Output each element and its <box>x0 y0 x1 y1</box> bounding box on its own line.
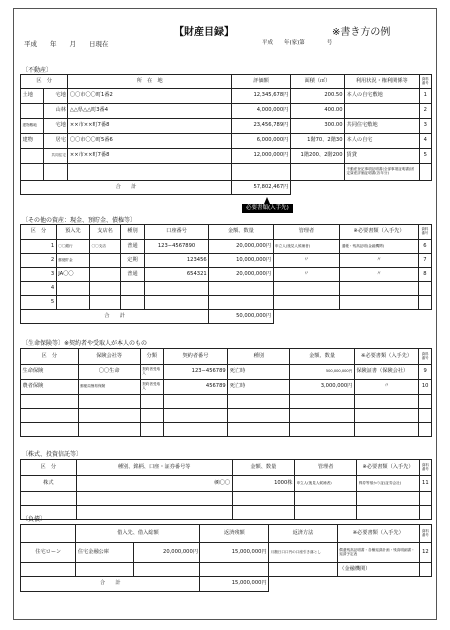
form-title: 【財産目録】 <box>174 27 234 38</box>
cell <box>418 282 431 296</box>
header-cell: 管理者 <box>273 225 340 240</box>
header-cell: 資料番号 <box>419 460 431 476</box>
cell <box>140 395 163 409</box>
header-cell: 資料番号 <box>418 225 431 240</box>
cell <box>419 164 431 181</box>
cell: 1 <box>419 89 431 104</box>
cell: 普通 <box>121 268 145 282</box>
table-row <box>21 423 432 437</box>
cell: 654321 <box>144 268 208 282</box>
cell: 12 <box>419 543 431 563</box>
header-cell: ※必要書類（入手先） <box>337 525 419 543</box>
cell: 本人の自宅 <box>345 134 420 149</box>
total-value: 15,000,000円 <box>200 577 269 592</box>
cell: 建物敷地 <box>21 119 44 134</box>
header-cell: 区 分 <box>21 225 57 240</box>
cell: 20,000,000円 <box>133 543 199 563</box>
cell <box>21 409 79 423</box>
cell <box>232 164 291 181</box>
cell <box>144 282 208 296</box>
header-cell: 管理者 <box>294 460 356 476</box>
cell: 12,345,678円 <box>232 89 291 104</box>
header-cell <box>21 525 76 543</box>
cell: 456789 <box>163 380 227 395</box>
cell <box>269 563 338 577</box>
cell: △△県△△町3番4 <box>68 104 232 119</box>
cell: 本人の自宅敷地 <box>345 89 420 104</box>
cell: 〃 <box>340 268 419 282</box>
header-cell: 資料番号 <box>419 349 432 365</box>
cell: 5 <box>21 296 57 310</box>
header-cell: 返済方法 <box>269 525 338 543</box>
cell: 〃 <box>340 254 419 268</box>
cell: 農者保険 <box>21 380 79 395</box>
cell: 400.00 <box>290 104 344 119</box>
cell: 普通 <box>121 240 145 254</box>
table-row <box>21 296 432 310</box>
header-cell: 返済残額 <box>200 525 269 543</box>
cell <box>140 409 163 423</box>
cell <box>290 423 354 437</box>
cell <box>357 506 419 520</box>
cell: 10,000,000円 <box>209 254 273 268</box>
cell: 〇〇銀行 <box>56 240 89 254</box>
cell: 山林 <box>43 104 68 119</box>
cell <box>121 296 145 310</box>
cell: 〇〇市〇〇町5番6 <box>68 134 232 149</box>
example-note: ※書き方の例 <box>332 27 391 38</box>
cell <box>228 395 290 409</box>
blank-cell <box>269 577 432 592</box>
debts-table <box>20 524 432 592</box>
cell: 200.50 <box>290 89 344 104</box>
cell: 12,000,000円 <box>232 149 291 164</box>
cell <box>200 563 269 577</box>
cell: 1000株 <box>232 476 294 492</box>
cell <box>163 409 227 423</box>
cell: 不動産登記事項証明書(全部事項証明書)固定資産評価証明書(各年分) <box>345 164 420 181</box>
table-row <box>21 164 432 181</box>
cell <box>418 296 431 310</box>
callout-arrow-icon <box>264 197 270 204</box>
cell: 1 <box>21 240 57 254</box>
cell <box>290 164 344 181</box>
cell <box>56 296 89 310</box>
cell: 共同住宅敷地 <box>345 119 420 134</box>
cell: 住宅ローン <box>21 543 76 563</box>
cell <box>21 164 44 181</box>
cell: 〇〇生命 <box>78 365 140 380</box>
table-header-row <box>21 460 432 476</box>
table-row <box>21 380 432 395</box>
header-cell: 借入先、借入総額 <box>76 525 200 543</box>
cell: 定期 <box>121 254 145 268</box>
cell <box>209 296 273 310</box>
cell: 月額日口口円の口座引き落とし <box>269 543 338 563</box>
cell: （金融機関） <box>337 563 419 577</box>
header-cell: 種別 <box>121 225 145 240</box>
header-cell: 所 在 地 <box>68 75 232 89</box>
cell: 契約者受取人 <box>140 380 163 395</box>
header-cell: 種別 <box>228 349 290 365</box>
cell <box>144 296 208 310</box>
cell <box>21 149 44 164</box>
cell <box>21 492 77 506</box>
cell: 生命保険 <box>21 365 79 380</box>
table-header-row <box>21 225 432 240</box>
cell: 郵便局簡易保険 <box>78 380 140 395</box>
cell <box>294 506 356 520</box>
table-header-row <box>21 525 432 543</box>
total-row <box>21 181 432 195</box>
header-cell: 資料番号 <box>419 525 431 543</box>
cell <box>419 563 431 577</box>
cell: 郵便貯金 <box>56 254 89 268</box>
cell <box>21 104 44 119</box>
header-cell: 預入先 <box>56 225 89 240</box>
header-cell: 利用状況・権利関係等 <box>345 75 420 89</box>
header-cell: 種別、銘柄、口座・証券番号等 <box>76 460 232 476</box>
cell <box>340 282 419 296</box>
total-row <box>21 310 432 324</box>
cell: JA〇〇 <box>56 268 89 282</box>
cell <box>209 282 273 296</box>
cell: 23,456,789円 <box>232 119 291 134</box>
header-cell: ※必要書類（入手先） <box>354 349 418 365</box>
cell <box>90 296 121 310</box>
header-cell: 分類 <box>140 349 163 365</box>
cell <box>354 423 418 437</box>
cell: 保険証書（保険会社） <box>354 365 418 380</box>
cell: 10 <box>419 380 432 395</box>
header-cell: 支店名 <box>90 225 121 240</box>
cell: 死亡時 <box>228 380 290 395</box>
cell: 2 <box>21 254 57 268</box>
header-cell: 口座番号 <box>144 225 208 240</box>
cell <box>354 409 418 423</box>
table-header-row <box>21 349 432 365</box>
cell <box>56 282 89 296</box>
cell <box>345 104 420 119</box>
cell <box>163 395 227 409</box>
table-row <box>21 149 432 164</box>
cell <box>294 492 356 506</box>
header-cell: 区 分 <box>21 349 79 365</box>
cell: 土地 <box>21 89 44 104</box>
cell <box>21 563 76 577</box>
header-cell: 資料番号 <box>419 75 431 89</box>
cell: ××市××町7番8 <box>68 119 232 134</box>
cell: 123456 <box>144 254 208 268</box>
header-cell: 金額、数量 <box>290 349 354 365</box>
cell <box>419 395 432 409</box>
cell: 住宅金融公庫 <box>76 543 134 563</box>
cell: 15,000,000円 <box>200 543 269 563</box>
header-cell: ※必要書類（入手先） <box>357 460 419 476</box>
table-row <box>21 268 432 282</box>
cell: 300.00 <box>290 119 344 134</box>
cell: 3 <box>419 119 431 134</box>
cell <box>68 164 232 181</box>
cell: 〃 <box>273 268 340 282</box>
table-row <box>21 240 432 254</box>
table-row <box>21 365 432 380</box>
cell: 契約者受取人 <box>140 365 163 380</box>
cell <box>90 268 121 282</box>
cell <box>419 409 432 423</box>
cell: 6,000,000円 <box>232 134 291 149</box>
header-cell: 評価額 <box>232 75 291 89</box>
cell: 3,000,000円 <box>290 380 354 395</box>
cell <box>21 423 79 437</box>
cell <box>163 423 227 437</box>
cell <box>78 423 140 437</box>
cell <box>140 423 163 437</box>
header-cell: 金額、数量 <box>232 460 294 476</box>
cell <box>419 423 432 437</box>
cell <box>78 395 140 409</box>
cell: 123−4567890 <box>144 240 208 254</box>
cell: 4 <box>21 282 57 296</box>
cell: 5 <box>419 149 431 164</box>
cell: 死亡時 <box>228 365 290 380</box>
table-row <box>21 395 432 409</box>
cell <box>273 296 340 310</box>
header-cell: 金額、数量 <box>209 225 273 240</box>
cell <box>354 395 418 409</box>
table-header-row <box>21 75 432 89</box>
cell <box>232 506 294 520</box>
cell: 〇〇支店 <box>90 240 121 254</box>
cell: ××市××町7番8 <box>68 149 232 164</box>
cell <box>76 563 134 577</box>
table-row <box>21 506 432 520</box>
cell: 申立人(後見人候補者) <box>294 476 356 492</box>
cell: 3 <box>21 268 57 282</box>
stocks-table <box>20 459 432 520</box>
table-row <box>21 543 432 563</box>
header-cell: ※必要書類（入手先） <box>340 225 419 240</box>
cell <box>78 409 140 423</box>
section-stocks: 〔株式、投資信託等〕 <box>22 451 83 458</box>
cell <box>419 492 431 506</box>
cell: 2 <box>419 104 431 119</box>
cell: 500,000,000円 <box>290 365 354 380</box>
cell: 7 <box>418 254 431 268</box>
cell <box>21 395 79 409</box>
table-row <box>21 119 432 134</box>
cell <box>290 409 354 423</box>
asset-inventory-form <box>13 8 437 620</box>
cell <box>340 296 419 310</box>
cell <box>232 492 294 506</box>
section-insurance: 〔生命保険等〕※契約者や受取人が本人のもの <box>22 340 148 347</box>
section-realestate: 〔不動産〕 <box>22 67 53 74</box>
total-row <box>21 577 432 592</box>
cell: 建物 <box>21 134 44 149</box>
cell: 〃 <box>354 380 418 395</box>
header-cell: 保険会社等 <box>78 349 140 365</box>
realestate-table <box>20 74 432 195</box>
cell: 宅地 <box>43 119 68 134</box>
deposits-table <box>20 224 432 324</box>
section-debts: 〔負債〕 <box>22 516 47 523</box>
blank-cell <box>273 310 431 324</box>
table-row <box>21 89 432 104</box>
cell <box>76 492 232 506</box>
table-row <box>21 476 432 492</box>
cell: ㈱〇〇 <box>76 476 232 492</box>
cell: 11 <box>419 476 431 492</box>
cell: 20,000,000円 <box>209 240 273 254</box>
cell <box>76 506 232 520</box>
table-row <box>21 104 432 119</box>
as-of-date: 平成 年 月 日現在 <box>24 40 109 48</box>
cell: 4,000,000円 <box>232 104 291 119</box>
section-deposits: 〔その他の資産：現金、預貯金、債権等〕 <box>22 217 137 224</box>
cell: 居宅 <box>43 134 68 149</box>
cell: 共同住宅 <box>43 149 68 164</box>
cell <box>419 506 431 520</box>
case-number: 平成 年(家)第 号 <box>262 40 333 46</box>
cell <box>90 282 121 296</box>
cell: 6 <box>418 240 431 254</box>
total-label: 合 計 <box>21 181 232 195</box>
table-row <box>21 282 432 296</box>
cell: 通帳・残高証明(金融機関) <box>340 240 419 254</box>
total-label: 合 計 <box>21 310 209 324</box>
cell: 株券等預かり証(証券会社) <box>357 476 419 492</box>
cell: 賃貸 <box>345 149 420 164</box>
cell <box>228 409 290 423</box>
table-row <box>21 134 432 149</box>
header-cell: 契約者番号 <box>163 349 227 365</box>
cell: 20,000,000円 <box>209 268 273 282</box>
table-row <box>21 254 432 268</box>
cell <box>133 563 199 577</box>
header-cell: 区 分 <box>21 75 68 89</box>
table-row <box>21 492 432 506</box>
cell: 8 <box>418 268 431 282</box>
cell: 宅地 <box>43 89 68 104</box>
cell <box>290 395 354 409</box>
cell <box>273 282 340 296</box>
cell <box>228 423 290 437</box>
cell: 株式 <box>21 476 77 492</box>
cell <box>90 254 121 268</box>
table-row <box>21 409 432 423</box>
total-label: 合 計 <box>21 577 200 592</box>
cell: 申立人(後見人候補者) <box>273 240 340 254</box>
cell <box>357 492 419 506</box>
required-docs-callout: 必要書類(入手先) <box>242 204 293 213</box>
cell: 償還残高証明書・各種返済計画・残高明細書・返済予定表 <box>337 543 419 563</box>
cell: 〃 <box>273 254 340 268</box>
cell: 1階200、2階200 <box>290 149 344 164</box>
cell: 9 <box>419 365 432 380</box>
cell: 1階70、2階30 <box>290 134 344 149</box>
total-value: 57,802,467円 <box>232 181 291 195</box>
cell: 〇〇市〇〇町1番2 <box>68 89 232 104</box>
blank-cell <box>290 181 431 195</box>
header-cell: 区 分 <box>21 460 77 476</box>
total-value: 50,000,000円 <box>209 310 273 324</box>
insurance-table <box>20 348 432 437</box>
cell <box>121 282 145 296</box>
cell <box>43 164 68 181</box>
cell: 4 <box>419 134 431 149</box>
cell: 123−456789 <box>163 365 227 380</box>
table-row <box>21 563 432 577</box>
header-cell: 面積（㎡） <box>290 75 344 89</box>
